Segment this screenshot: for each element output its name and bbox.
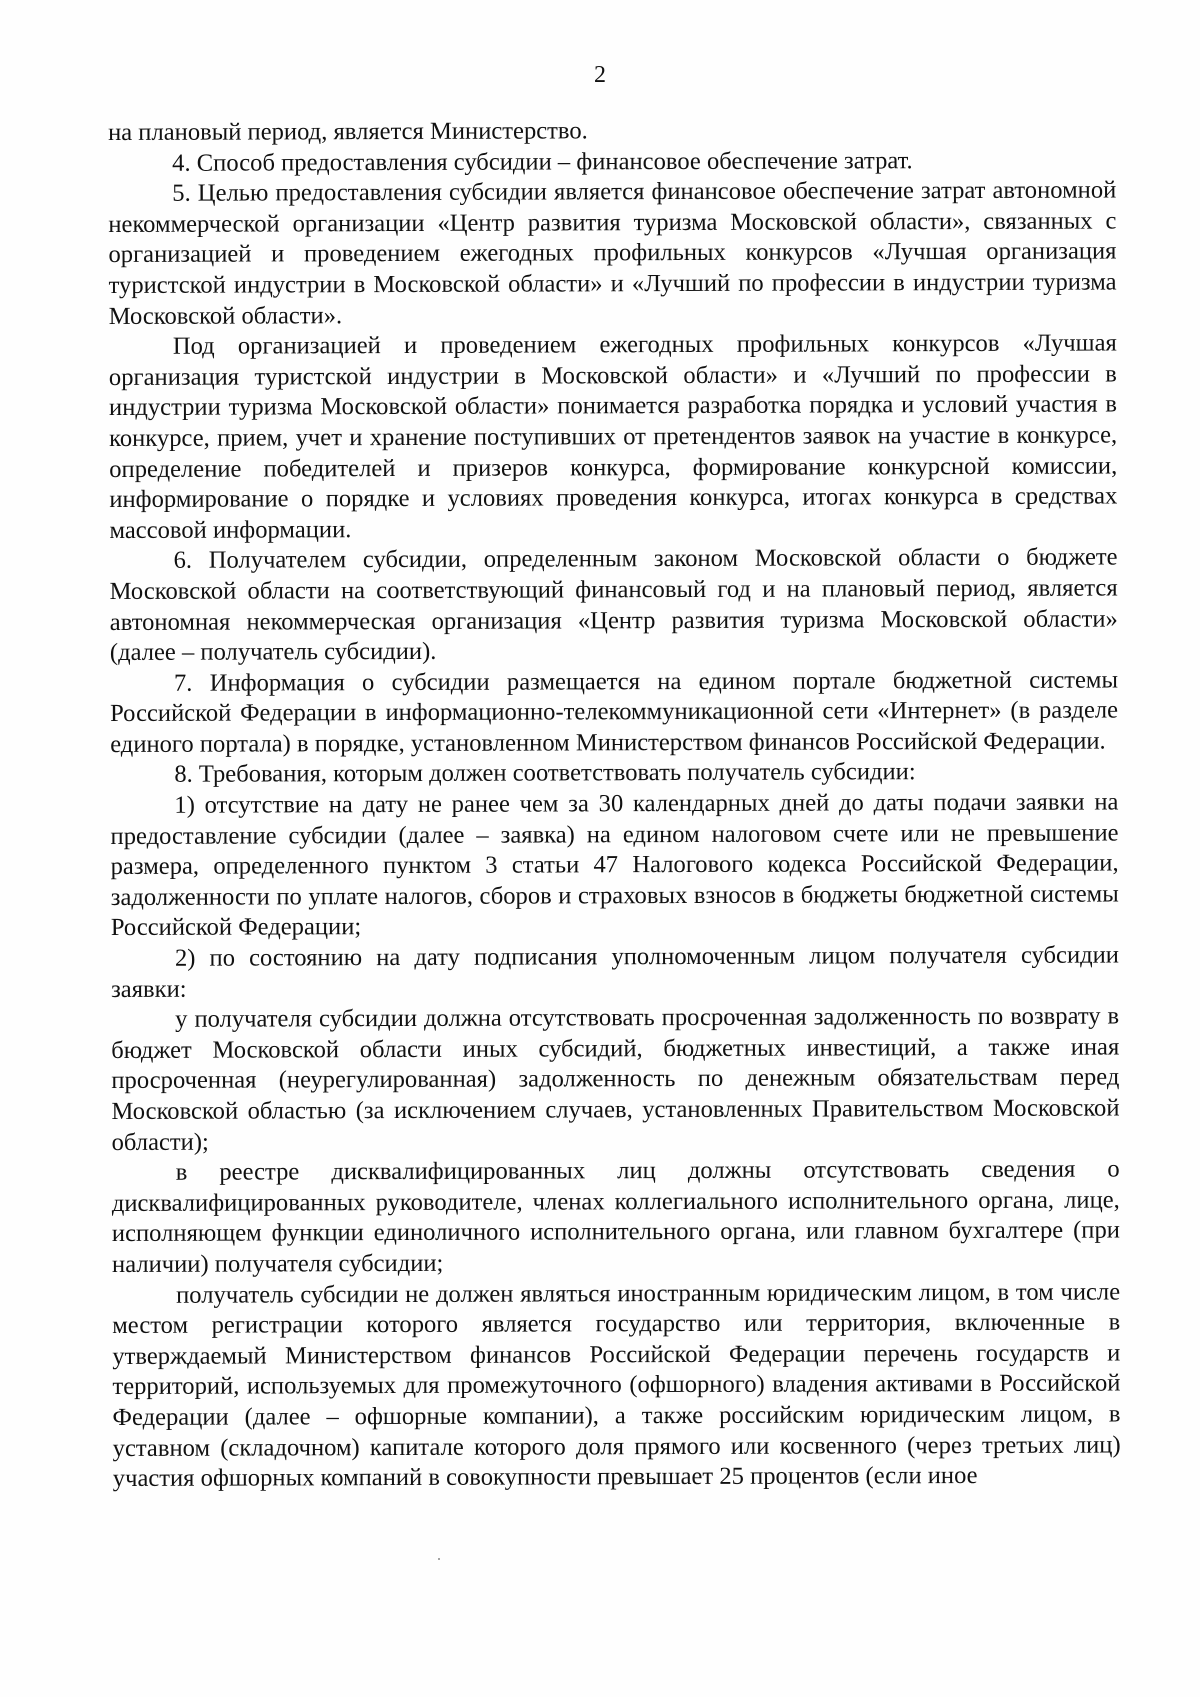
paragraph-subitem-2: 2) по состоянию на дату подписания уполномоченным лицом получателя субсидии заявки: (110, 941, 1119, 1003)
paragraph-contest-definition: Под организацией и проведением ежегодных профильных конкурсов «Лучшая организация туристской индустрии в Московской области» и «Лучший по профессии в индустрии туризма Московской области» понимается разработка порядка и условий участия в конкурсе, прием, учет и хранение поступивших от претендентов заявок на участие в конкурсе, определение победителей и призеров конкурса, формирование конкурсной комиссии, информирование о порядке и условиях проведения конкурса, итогах конкурса в средствах массовой информации. (108, 329, 1118, 544)
paragraph-item-7: 7. Информация о субсидии размещается на едином портале бюджетной системы Российской Федерации в информационно-телекоммуникационной сети «Интернет» (в разделе единого портала) в порядке, установленном Министерством финансов Российской Федерации. (110, 666, 1119, 758)
scan-speck (438, 1558, 440, 1560)
paragraph-continuation: на плановый период, является Министерство. (108, 117, 588, 146)
paragraph-item-8: 8. Требования, которым должен соответствовать получатель субсидии: (174, 758, 916, 789)
paragraph-offshore: получатель субсидии не должен являться иностранным юридическим лицом, в том числе местом регистрации которого является государство или территория, включенные в утверждаемый Министерством финансов Российской Федерации перечень государств и территорий, используемых для промежуточного (офшорного) владения активами в Российской Федерации (далее – офшорные компании), а также российским юридическим лицом, в уставном (складочном) капитале которого доля прямого или косвенного (через третьих лиц) участия офшорных компаний в совокупности превышает 25 процентов (если иное (112, 1278, 1121, 1493)
paragraph-item-4: 4. Способ предоставления субсидии – финансовое обеспечение затрат. (172, 146, 913, 177)
paragraph-subitem-1: 1) отсутствие на дату не ранее чем за 30 календарных дней до даты подачи заявки на предоставление субсидии (далее – заявка) на едином налоговом счете или не превышение размера, определенного пунктом 3 статьи 47 Налогового кодекса Российской Федерации, задолженности по уплате налогов, сборов и страховых взносов в бюджеты бюджетной системы Российской Федерации; (110, 788, 1119, 942)
page-number: 2 (594, 62, 606, 88)
paragraph-no-overdue-debt: у получателя субсидии должна отсутствовать просроченная задолженность по возврату в бюджет Московской области иных субсидий, бюджетных инвестиций, а также иная просроченная (неурегулированная) задолженность по денежным обязательствам перед Московской областью (за исключением случаев, установленных Правительством Московской области); (111, 1002, 1120, 1156)
paragraph-disqualified-registry: в реестре дисквалифицированных лиц должны отсутствовать сведения о дисквалифицированных руководителе, членах коллегиального исполнительного органа, лице, исполняющем функции единоличного исполнительного органа, или главном бухгалтере (при наличии) получателя субсидии; (111, 1155, 1120, 1278)
document-body (108, 114, 1121, 1494)
paragraph-item-5: 5. Целью предоставления субсидии является финансовое обеспечение затрат автономной некоммерческой организации «Центр развития туризма Московской области», связанных с организацией и проведением ежегодных профильных конкурсов «Лучшая организация туристской индустрии в Московской области» и «Лучший по профессии в индустрии туризма Московской области». (108, 176, 1117, 330)
paragraph-item-6: 6. Получателем субсидии, определенным законом Московской области о бюджете Московской области на соответствующий финансовый год и на плановый период, является автономная некоммерческая организация «Центр развития туризма Московской области» (далее – получатель субсидии). (109, 543, 1118, 667)
